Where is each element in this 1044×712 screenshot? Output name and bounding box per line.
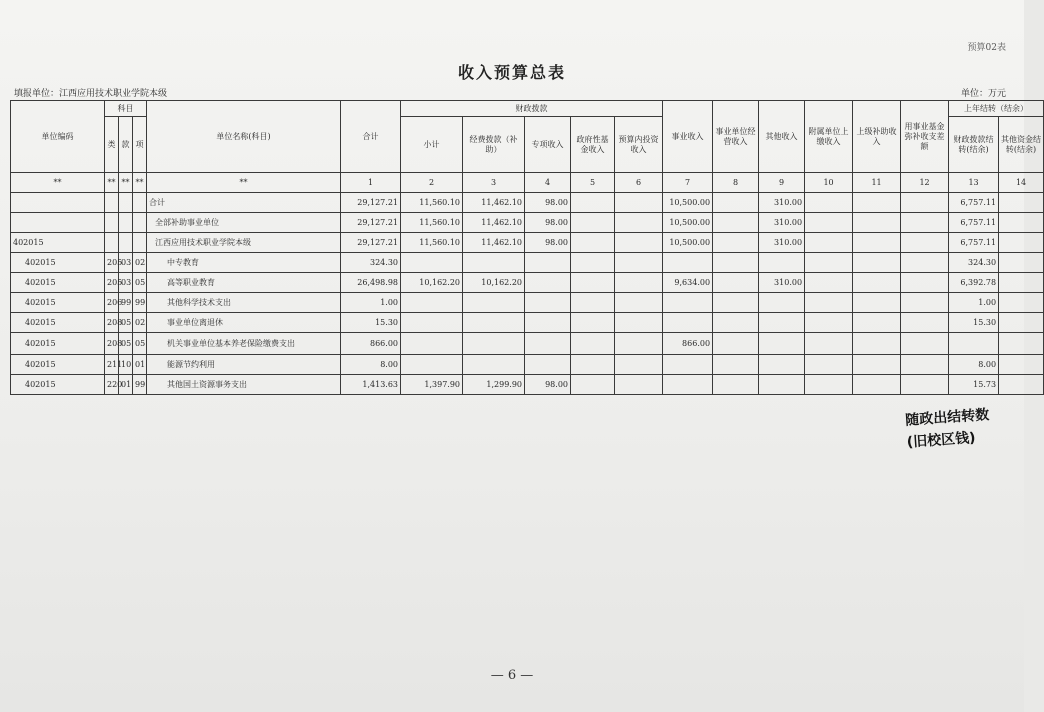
value-cell: 11,462.10 bbox=[463, 233, 525, 253]
col-number: 7 bbox=[663, 173, 713, 193]
table-row bbox=[11, 273, 1044, 293]
value-cell bbox=[713, 213, 759, 233]
col-number: 2 bbox=[401, 173, 463, 193]
table-row bbox=[11, 333, 1044, 355]
col-number: 11 bbox=[853, 173, 901, 193]
table-row bbox=[11, 375, 1044, 395]
value-cell bbox=[525, 355, 571, 375]
lei-cell: 206 bbox=[105, 293, 119, 313]
value-cell bbox=[853, 355, 901, 375]
unit-name-cell: 高等职业教育 bbox=[147, 273, 341, 293]
header-fiscal: 财政拨款 bbox=[401, 101, 663, 117]
table-row bbox=[11, 193, 1044, 213]
unit-code-cell bbox=[11, 213, 105, 233]
value-cell bbox=[805, 293, 853, 313]
table-row bbox=[11, 293, 1044, 313]
value-cell bbox=[571, 355, 615, 375]
value-cell bbox=[759, 333, 805, 355]
value-cell: 1.00 bbox=[341, 293, 401, 313]
value-cell bbox=[615, 213, 663, 233]
value-cell bbox=[949, 333, 999, 355]
header-subject: 科目 bbox=[105, 101, 147, 117]
star-cell: ** bbox=[133, 173, 147, 193]
star-cell: ** bbox=[119, 173, 133, 193]
value-cell bbox=[805, 333, 853, 355]
value-cell bbox=[805, 273, 853, 293]
col-number: 5 bbox=[571, 173, 615, 193]
unit-code-cell: 402015 bbox=[11, 375, 105, 395]
header-total: 合计 bbox=[341, 101, 401, 173]
table-row bbox=[11, 233, 1044, 253]
value-cell bbox=[853, 213, 901, 233]
header-special: 专项收入 bbox=[525, 117, 571, 173]
handwritten-line: 随政出结转数 bbox=[904, 407, 990, 429]
value-cell bbox=[463, 293, 525, 313]
value-cell bbox=[805, 233, 853, 253]
unit-name-cell: 其他科学技术支出 bbox=[147, 293, 341, 313]
table-row bbox=[11, 355, 1044, 375]
value-cell bbox=[525, 253, 571, 273]
value-cell bbox=[615, 233, 663, 253]
value-cell bbox=[759, 313, 805, 333]
xiang-cell: 01 bbox=[133, 355, 147, 375]
unit-name-cell: 能源节约利用 bbox=[147, 355, 341, 375]
value-cell bbox=[615, 193, 663, 213]
header-xiang: 项 bbox=[133, 117, 147, 173]
value-cell bbox=[805, 375, 853, 395]
value-cell bbox=[999, 375, 1044, 395]
page-number: — 6 — bbox=[490, 668, 534, 683]
value-cell: 15.30 bbox=[341, 313, 401, 333]
value-cell bbox=[525, 313, 571, 333]
value-cell bbox=[571, 193, 615, 213]
col-number: 8 bbox=[713, 173, 759, 193]
value-cell: 310.00 bbox=[759, 213, 805, 233]
value-cell bbox=[713, 273, 759, 293]
lei-cell: 208 bbox=[105, 333, 119, 355]
value-cell bbox=[713, 253, 759, 273]
header-superior: 上级补助收入 bbox=[853, 101, 901, 173]
value-cell: 26,498.98 bbox=[341, 273, 401, 293]
kuan-cell: 03 bbox=[119, 273, 133, 293]
xiang-cell: 02 bbox=[133, 253, 147, 273]
table-body bbox=[11, 193, 1044, 395]
col-number: 1 bbox=[341, 173, 401, 193]
currency-unit: 单位：万元 bbox=[960, 89, 1006, 99]
lei-cell: 205 bbox=[105, 253, 119, 273]
value-cell bbox=[571, 313, 615, 333]
unit-name-cell: 中专教育 bbox=[147, 253, 341, 273]
value-cell bbox=[759, 293, 805, 313]
xiang-cell: 99 bbox=[133, 293, 147, 313]
header-unit-code: 单位编码 bbox=[11, 101, 105, 173]
table-row bbox=[11, 313, 1044, 333]
header-operating: 事业单位经营收入 bbox=[713, 101, 759, 173]
header-subtotal: 小计 bbox=[401, 117, 463, 173]
value-cell bbox=[571, 213, 615, 233]
value-cell bbox=[901, 273, 949, 293]
value-cell: 10,500.00 bbox=[663, 213, 713, 233]
value-cell bbox=[759, 355, 805, 375]
value-cell bbox=[853, 333, 901, 355]
value-cell bbox=[571, 333, 615, 355]
header-fund-use: 用事业基金弥补收支差额 bbox=[901, 101, 949, 173]
value-cell bbox=[713, 193, 759, 213]
value-cell bbox=[571, 273, 615, 293]
unit-code-cell: 402015 bbox=[11, 355, 105, 375]
kuan-cell: 01 bbox=[119, 375, 133, 395]
value-cell bbox=[999, 313, 1044, 333]
value-cell bbox=[615, 273, 663, 293]
unit-name-cell: 事业单位离退休 bbox=[147, 313, 341, 333]
header-other-carry: 其他资金结转(结余) bbox=[999, 117, 1044, 173]
value-cell: 310.00 bbox=[759, 233, 805, 253]
xiang-cell: 05 bbox=[133, 273, 147, 293]
value-cell: 98.00 bbox=[525, 233, 571, 253]
header-kuan: 款 bbox=[119, 117, 133, 173]
value-cell bbox=[463, 313, 525, 333]
value-cell bbox=[571, 293, 615, 313]
filling-unit: 填报单位：江西应用技术职业学院本级 bbox=[14, 89, 168, 99]
value-cell: 29,127.21 bbox=[341, 193, 401, 213]
value-cell bbox=[999, 293, 1044, 313]
page-title: 收入预算总表 bbox=[457, 63, 566, 82]
value-cell bbox=[805, 213, 853, 233]
unit-name-cell: 全部补助事业单位 bbox=[147, 213, 341, 233]
value-cell: 29,127.21 bbox=[341, 213, 401, 233]
value-cell: 15.73 bbox=[949, 375, 999, 395]
value-cell bbox=[853, 233, 901, 253]
value-cell: 11,560.10 bbox=[401, 213, 463, 233]
value-cell bbox=[805, 355, 853, 375]
value-cell: 98.00 bbox=[525, 213, 571, 233]
xiang-cell: 99 bbox=[133, 375, 147, 395]
col-number: 10 bbox=[805, 173, 853, 193]
lei-cell bbox=[105, 213, 119, 233]
value-cell bbox=[999, 213, 1044, 233]
value-cell bbox=[853, 293, 901, 313]
header-gov-fund: 政府性基金收入 bbox=[571, 117, 615, 173]
value-cell bbox=[663, 375, 713, 395]
col-number: 12 bbox=[901, 173, 949, 193]
value-cell bbox=[805, 193, 853, 213]
kuan-cell: 99 bbox=[119, 293, 133, 313]
value-cell bbox=[901, 213, 949, 233]
value-cell bbox=[401, 313, 463, 333]
value-cell: 310.00 bbox=[759, 193, 805, 213]
unit-code-cell: 402015 bbox=[11, 253, 105, 273]
value-cell bbox=[901, 193, 949, 213]
value-cell bbox=[463, 333, 525, 355]
value-cell bbox=[901, 355, 949, 375]
value-cell bbox=[759, 375, 805, 395]
value-cell bbox=[805, 313, 853, 333]
value-cell: 1,397.90 bbox=[401, 375, 463, 395]
value-cell bbox=[999, 253, 1044, 273]
value-cell: 9,634.00 bbox=[663, 273, 713, 293]
value-cell bbox=[463, 253, 525, 273]
value-cell: 10,162.20 bbox=[463, 273, 525, 293]
value-cell bbox=[999, 355, 1044, 375]
value-cell bbox=[663, 313, 713, 333]
value-cell bbox=[713, 355, 759, 375]
value-cell: 8.00 bbox=[949, 355, 999, 375]
header-lei: 类 bbox=[105, 117, 119, 173]
value-cell: 15.30 bbox=[949, 313, 999, 333]
unit-code-cell: 402015 bbox=[11, 233, 105, 253]
value-cell: 6,757.11 bbox=[949, 233, 999, 253]
value-cell: 10,162.20 bbox=[401, 273, 463, 293]
value-cell bbox=[901, 375, 949, 395]
value-cell bbox=[401, 333, 463, 355]
value-cell: 11,560.10 bbox=[401, 233, 463, 253]
value-cell bbox=[999, 273, 1044, 293]
unit-name-cell: 其他国土资源事务支出 bbox=[147, 375, 341, 395]
lei-cell bbox=[105, 193, 119, 213]
value-cell bbox=[901, 313, 949, 333]
value-cell bbox=[525, 293, 571, 313]
header-carryover: 上年结转（结余） bbox=[949, 101, 1044, 117]
value-cell bbox=[663, 253, 713, 273]
value-cell bbox=[805, 253, 853, 273]
value-cell bbox=[571, 253, 615, 273]
value-cell bbox=[615, 333, 663, 355]
xiang-cell: 02 bbox=[133, 313, 147, 333]
value-cell: 866.00 bbox=[341, 333, 401, 355]
unit-code-cell: 402015 bbox=[11, 273, 105, 293]
value-cell bbox=[663, 293, 713, 313]
kuan-cell: 05 bbox=[119, 313, 133, 333]
value-cell bbox=[853, 313, 901, 333]
value-cell: 1.00 bbox=[949, 293, 999, 313]
xiang-cell bbox=[133, 233, 147, 253]
value-cell: 11,462.10 bbox=[463, 193, 525, 213]
kuan-cell: 10 bbox=[119, 355, 133, 375]
value-cell bbox=[713, 375, 759, 395]
value-cell bbox=[525, 333, 571, 355]
col-number: 14 bbox=[999, 173, 1044, 193]
value-cell bbox=[713, 293, 759, 313]
unit-code-cell bbox=[11, 193, 105, 213]
kuan-cell: 05 bbox=[119, 333, 133, 355]
value-cell bbox=[571, 233, 615, 253]
value-cell: 324.30 bbox=[341, 253, 401, 273]
value-cell bbox=[615, 313, 663, 333]
value-cell: 29,127.21 bbox=[341, 233, 401, 253]
kuan-cell bbox=[119, 193, 133, 213]
value-cell bbox=[999, 193, 1044, 213]
value-cell: 8.00 bbox=[341, 355, 401, 375]
value-cell bbox=[615, 355, 663, 375]
value-cell bbox=[525, 273, 571, 293]
col-number: 9 bbox=[759, 173, 805, 193]
value-cell: 310.00 bbox=[759, 273, 805, 293]
header-in-budget: 预算内投资收入 bbox=[615, 117, 663, 173]
value-cell: 98.00 bbox=[525, 193, 571, 213]
lei-cell bbox=[105, 233, 119, 253]
value-cell: 98.00 bbox=[525, 375, 571, 395]
col-number: 6 bbox=[615, 173, 663, 193]
unit-name-cell: 江西应用技术职业学院本级 bbox=[147, 233, 341, 253]
star-cell: ** bbox=[147, 173, 341, 193]
star-cell: ** bbox=[105, 173, 119, 193]
value-cell bbox=[713, 313, 759, 333]
value-cell bbox=[401, 293, 463, 313]
header-affiliated: 附属单位上缴收入 bbox=[805, 101, 853, 173]
lei-cell: 208 bbox=[105, 313, 119, 333]
lei-cell: 205 bbox=[105, 273, 119, 293]
header-unit-name: 单位名称(科目) bbox=[147, 101, 341, 173]
unit-code-cell: 402015 bbox=[11, 293, 105, 313]
value-cell bbox=[853, 193, 901, 213]
value-cell: 10,500.00 bbox=[663, 193, 713, 213]
header-funding: 经费拨款（补助） bbox=[463, 117, 525, 173]
col-number: 4 bbox=[525, 173, 571, 193]
value-cell bbox=[463, 355, 525, 375]
value-cell bbox=[615, 293, 663, 313]
value-cell bbox=[663, 355, 713, 375]
col-number: 3 bbox=[463, 173, 525, 193]
value-cell bbox=[999, 233, 1044, 253]
value-cell: 11,462.10 bbox=[463, 213, 525, 233]
xiang-cell bbox=[133, 193, 147, 213]
form-number: 预算02表 bbox=[967, 43, 1006, 53]
header-other: 其他收入 bbox=[759, 101, 805, 173]
value-cell bbox=[901, 293, 949, 313]
xiang-cell bbox=[133, 213, 147, 233]
value-cell bbox=[401, 253, 463, 273]
xiang-cell: 05 bbox=[133, 333, 147, 355]
value-cell: 10,500.00 bbox=[663, 233, 713, 253]
value-cell bbox=[901, 333, 949, 355]
value-cell: 6,757.11 bbox=[949, 213, 999, 233]
kuan-cell bbox=[119, 233, 133, 253]
unit-code-cell: 402015 bbox=[11, 313, 105, 333]
value-cell bbox=[853, 273, 901, 293]
unit-name-cell: 合计 bbox=[147, 193, 341, 213]
value-cell: 1,413.63 bbox=[341, 375, 401, 395]
value-cell bbox=[713, 333, 759, 355]
table-row bbox=[11, 253, 1044, 273]
value-cell: 866.00 bbox=[663, 333, 713, 355]
table-row bbox=[11, 213, 1044, 233]
value-cell bbox=[401, 355, 463, 375]
value-cell: 6,392.78 bbox=[949, 273, 999, 293]
kuan-cell: 03 bbox=[119, 253, 133, 273]
value-cell: 324.30 bbox=[949, 253, 999, 273]
handwritten-note bbox=[905, 402, 1018, 454]
star-cell: ** bbox=[11, 173, 105, 193]
value-cell bbox=[853, 375, 901, 395]
value-cell bbox=[853, 253, 901, 273]
col-number: 13 bbox=[949, 173, 999, 193]
value-cell bbox=[571, 375, 615, 395]
lei-cell: 220 bbox=[105, 375, 119, 395]
lei-cell: 211 bbox=[105, 355, 119, 375]
unit-code-cell: 402015 bbox=[11, 333, 105, 355]
value-cell bbox=[615, 375, 663, 395]
header-fiscal-carry: 财政拨款结转(结余) bbox=[949, 117, 999, 173]
value-cell bbox=[999, 333, 1044, 355]
income-budget-table bbox=[10, 100, 1044, 395]
value-cell bbox=[901, 253, 949, 273]
value-cell bbox=[615, 253, 663, 273]
header-number-row bbox=[11, 173, 1044, 193]
value-cell: 6,757.11 bbox=[949, 193, 999, 213]
kuan-cell bbox=[119, 213, 133, 233]
header-business: 事业收入 bbox=[663, 101, 713, 173]
handwritten-line: (旧校区钱) bbox=[906, 430, 977, 451]
value-cell bbox=[759, 253, 805, 273]
value-cell: 1,299.90 bbox=[463, 375, 525, 395]
value-cell bbox=[713, 233, 759, 253]
value-cell: 11,560.10 bbox=[401, 193, 463, 213]
value-cell bbox=[901, 233, 949, 253]
unit-name-cell: 机关事业单位基本养老保险缴费支出 bbox=[147, 333, 341, 355]
